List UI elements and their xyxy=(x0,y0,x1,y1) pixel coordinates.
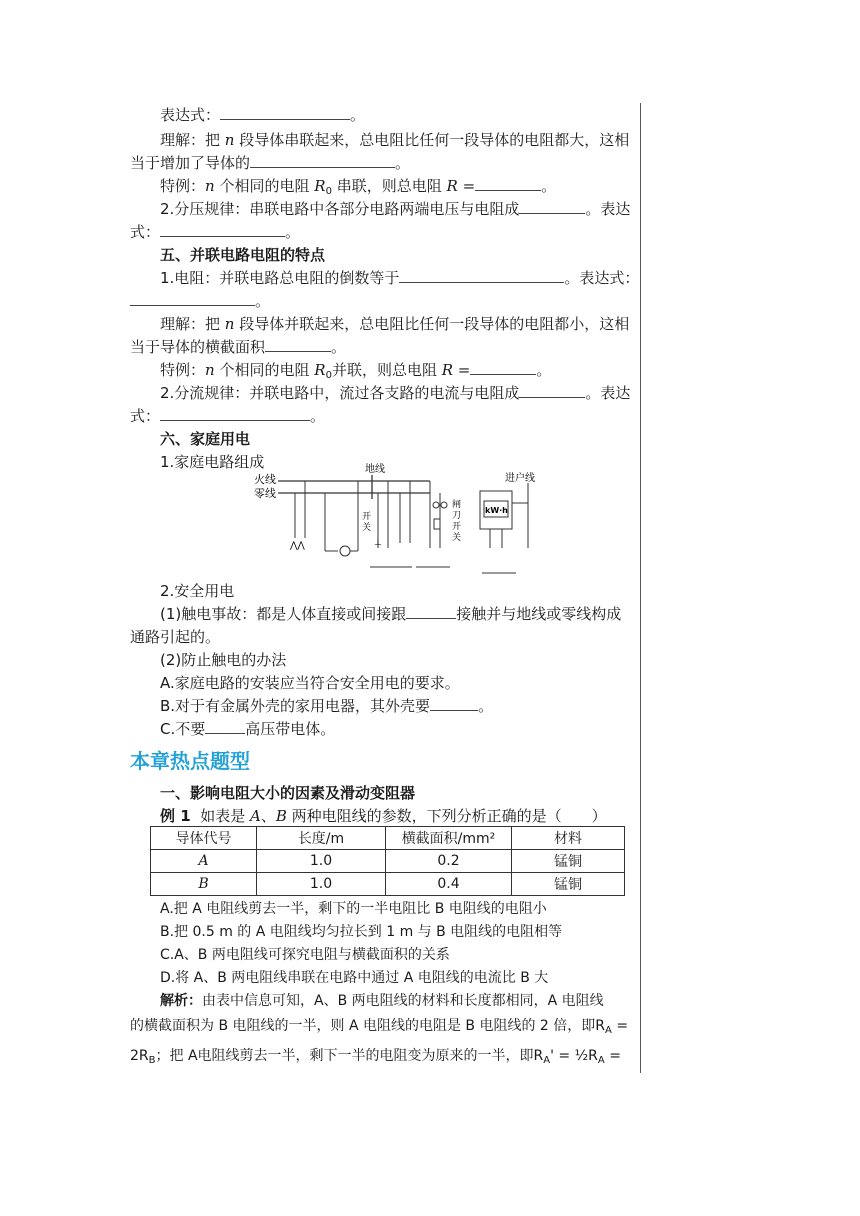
series-special-line: 特例：n 个相同的电阻 $R_0$ 串联，则总电阻 R = 。 xyxy=(160,177,557,197)
meter-label: kW·h xyxy=(485,506,508,515)
knife-switch-label-3: 开 xyxy=(452,522,462,532)
blank xyxy=(399,268,564,283)
neutral-wire-label: 零线 xyxy=(254,487,276,500)
table-header-row: 导体代号 长度/m 横截面积/mm² 材料 xyxy=(151,827,625,850)
switch-label-2: 关 xyxy=(362,523,372,533)
knife-switch-label-1: 闸 xyxy=(452,500,462,510)
series-expression-line: 表达式： 。 xyxy=(160,106,366,124)
live-wire-label: 火线 xyxy=(254,473,276,486)
parallel-resistance-line: 1.电阻：并联电路总电阻的倒数等于 。表达式： xyxy=(160,269,640,287)
blank xyxy=(430,696,478,711)
series-understand-line: 理解：把 n 段导体串联起来，总电阻比任何一段导体的电阻都大，这相 xyxy=(160,131,630,149)
option-B: B.把 0.5 m 的 A 电阻线均匀拉长到 1 m 与 B 电阻线的电阻相等 xyxy=(160,924,563,940)
option-A: A.把 A 电阻线剪去一半，剩下的一半电阻比 B 电阻线的电阻小 xyxy=(160,901,547,917)
option-C: C.A、B 两电阻线可探究电阻与横截面积的关系 xyxy=(160,947,450,963)
hot-topics-title: 本章热点题型 xyxy=(130,749,250,773)
knife-switch-label-2: 刀 xyxy=(452,511,462,521)
blank xyxy=(519,199,585,214)
current-division-line: 2.分流规律：并联电路中，流过各支路的电流与电阻成 。表达 xyxy=(160,384,631,402)
resistor-table xyxy=(150,826,625,896)
blank xyxy=(470,360,536,375)
home-circuit-label: 1.家庭电路组成 xyxy=(160,453,265,471)
blank xyxy=(475,176,541,191)
entry-line-label: 进户线 xyxy=(505,473,535,484)
blank xyxy=(250,153,395,168)
prevent-C: C.不要 高压带电体。 xyxy=(160,720,336,738)
table-row: B 1.0 0.4 锰铜 xyxy=(151,873,625,896)
home-circuit-diagram xyxy=(250,463,550,581)
svg-text:⋀⋀: ⋀⋀ xyxy=(290,541,305,551)
ground-wire-label: 地线 xyxy=(365,464,385,475)
series-understand-line2: 当于增加了导体的 。 xyxy=(130,154,411,172)
voltage-division-line: 2.分压规律：串联电路中各部分电路两端电压与电阻成 。表达 xyxy=(160,200,631,218)
section6-heading: 六、家庭用电 xyxy=(160,430,251,448)
analysis-line1: 解析：由表中信息可知，A、B 两电阻线的材料和长度都相同，A 电阻线 xyxy=(160,993,604,1009)
blank xyxy=(519,383,585,398)
prevent-label: (2)防止触电的办法 xyxy=(160,651,287,669)
safe-electricity-label: 2.安全用电 xyxy=(160,582,235,600)
shock-line: (1)触电事故：都是人体直接或间接跟 接触并与地线或零线构成 xyxy=(160,605,622,623)
parallel-understand-line2: 当于导体的横截面积 。 xyxy=(130,338,347,356)
hot-subheading: 一、影响电阻大小的因素及滑动变阻器 xyxy=(160,784,416,802)
knife-switch-label-4: 关 xyxy=(452,533,462,543)
blank xyxy=(220,105,350,120)
analysis-line2: 的横截面积为 B 电阻线的一半，则 A 电阻线的电阻是 B 电阻线的 2 倍，即$R_A$ = xyxy=(130,1018,629,1036)
switch-label-1: 开 xyxy=(362,512,372,522)
blank xyxy=(406,604,456,619)
shock-line2: 通路引起的。 xyxy=(130,628,221,646)
option-D: D.将 A、B 两电阻线串联在电路中通过 A 电阻线的电流比 B 大 xyxy=(160,970,549,986)
section5-heading: 五、并联电路电阻的特点 xyxy=(160,246,326,264)
blank xyxy=(160,406,310,421)
current-division-line2: 式： 。 xyxy=(130,407,326,425)
parallel-special-line: 特例：n 个相同的电阻 $R_0$并联，则总电阻 R = 。 xyxy=(160,361,552,381)
blank xyxy=(265,337,331,352)
prevent-B: B.对于有金属外壳的家用电器，其外壳要 。 xyxy=(160,697,494,715)
parallel-understand-line: 理解：把 n 段导体并联起来，总电阻比任何一段导体的电阻都小，这相 xyxy=(160,315,630,333)
example-line: 例 1 如表是 A、B 两种电阻线的参数，下列分析正确的是（ ） xyxy=(160,807,607,825)
analysis-line3: $2R_B$；把 A电阻线剪去一半，剩下一半的电阻变为原来的一半，即$R_A'$ = $\frac{1}{2}R_A$ = xyxy=(130,1048,621,1066)
table-row: A 1.0 0.2 锰铜 xyxy=(151,850,625,873)
svg-text:⊥: ⊥ xyxy=(374,538,382,548)
parallel-resistance-line2: 。 xyxy=(130,290,638,313)
blank xyxy=(205,719,245,734)
blank xyxy=(160,222,285,237)
prevent-A: A.家庭电路的安装应当符合安全用电的要求。 xyxy=(160,674,460,692)
blank xyxy=(130,291,255,306)
voltage-division-line2: 式： 。 xyxy=(130,223,301,241)
